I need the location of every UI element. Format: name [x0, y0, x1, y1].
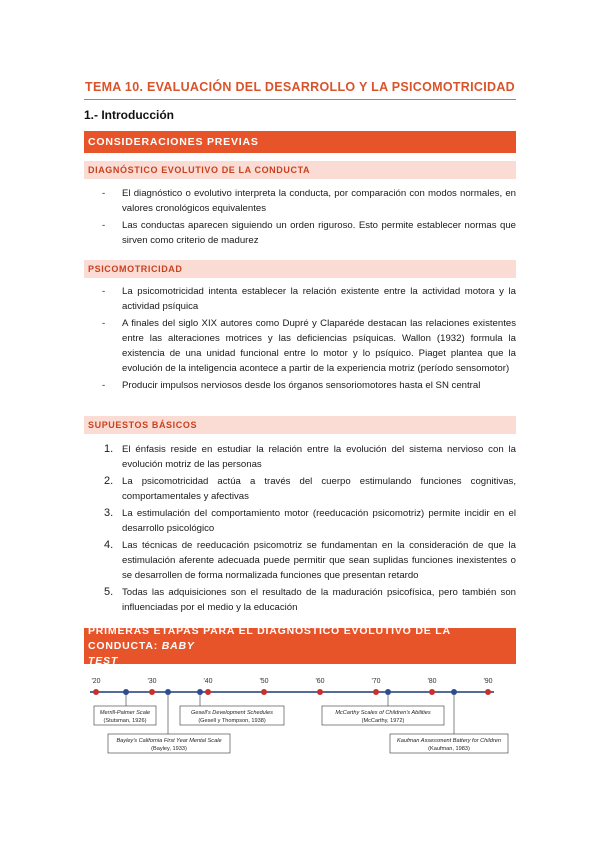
decade-marker-red	[261, 689, 267, 695]
decade-marker-red	[485, 689, 491, 695]
scale-box-mccarthy-cite: (McCarthy, 1972)	[361, 718, 405, 724]
list-item-text: A finales del siglo XIX autores como Dupré y Claparéde destacan las relaciones existentes entre las alteraciones motrices y las deficiencias psíquicas. Wallon (1932) formula la existencia de una unidad funcional entre lo motor y lo psíquico. Piaget plantea que la evolución de la inteligencia acontece a partir de la experiencia motriz (período sensomotor)	[122, 318, 516, 374]
list-item-text: La psicomotricidad intenta establecer la relación existente entre la actividad motora y la actividad psíquica	[122, 286, 516, 312]
subband-supuestos: SUPUESTOS BÁSICOS	[84, 416, 516, 434]
decade-marker-red	[93, 689, 99, 695]
number-marker: 2.	[104, 475, 114, 487]
list-item	[84, 316, 516, 376]
event-marker-blue	[385, 689, 391, 695]
list-item-text: El énfasis reside en estudiar la relación entre la evolución del sistema nervioso con la evolución motriz de las personas	[122, 444, 516, 470]
dash-marker: -	[102, 380, 106, 391]
list-item	[84, 474, 516, 504]
band-primeras-main: PRIMERAS ETAPAS PARA EL DIAGNÓSTICO EVOLUTIVO DE LA CONDUCTA:	[88, 624, 451, 652]
tick-label: '40	[203, 678, 213, 685]
list-item-text: La estimulación del comportamiento motor (reeducación psicomotriz) permite incidir en el desarrollo psicológico	[122, 508, 516, 534]
band-primeras-em2: TEST	[88, 654, 119, 667]
number-marker: 5.	[104, 586, 114, 598]
dash-marker: -	[102, 188, 106, 199]
list-item	[84, 218, 516, 248]
subband-psicomotricidad: PSICOMOTRICIDAD	[84, 260, 516, 278]
timeline-diagram	[84, 668, 516, 778]
list-item	[84, 506, 516, 536]
dash-marker: -	[102, 318, 106, 329]
band-primeras-etapas	[84, 624, 516, 667]
scale-box-mccarthy-name: McCarthy Scales of Children's Abilities	[335, 710, 431, 716]
dash-marker: -	[102, 220, 106, 231]
list-item-text: Todas las adquisiciones son el resultado de la maduración psicofísica, pero también son influenciadas por el medio y la educación	[122, 587, 516, 613]
list-item	[84, 186, 516, 216]
scale-box-bayley-cite: (Bayley, 1933)	[151, 746, 187, 752]
band-primeras-title	[88, 624, 516, 669]
number-marker: 1.	[104, 443, 114, 455]
list-psicomotricidad	[84, 284, 516, 395]
tick-label: '20	[91, 678, 101, 685]
band-primeras-em1: BABY	[161, 639, 195, 652]
list-item	[84, 538, 516, 583]
list-item-text: El diagnóstico o evolutivo interpreta la conducta, por comparación con modos normales, en valores cronológicos equivalentes	[122, 188, 516, 214]
document-title: TEMA 10. EVALUACIÓN DEL DESARROLLO Y LA PSICOMOTRICIDAD	[85, 80, 515, 94]
list-diagnostico	[84, 186, 516, 250]
decade-marker-red	[373, 689, 379, 695]
decade-marker-red	[205, 689, 211, 695]
list-supuestos	[84, 442, 516, 617]
event-marker-blue	[197, 689, 203, 695]
section-heading: 1.- Introducción	[84, 108, 174, 122]
dash-marker: -	[102, 286, 106, 297]
scale-box-bayley-name: Bayley's California First Year Mental Scale	[116, 738, 222, 744]
tick-label: '60	[315, 678, 325, 685]
list-item-text: Las técnicas de reeducación psicomotriz se fundamentan en la consideración de que la estimulación aferente adecuada puede permitir que sean suplidas funciones inexistentes o se desarrollen de forma normalizada funciones que presentan retardo	[122, 540, 516, 581]
scale-box-merrill-cite: (Stutsman, 1926)	[103, 718, 147, 724]
band-consideraciones: CONSIDERACIONES PREVIAS	[84, 131, 516, 153]
tick-label: '80	[427, 678, 437, 685]
number-marker: 3.	[104, 507, 114, 519]
subband-diagnostico: DIAGNÓSTICO EVOLUTIVO DE LA CONDUCTA	[84, 161, 516, 179]
decade-marker-red	[149, 689, 155, 695]
tick-label: '50	[259, 678, 269, 685]
list-item	[84, 284, 516, 314]
list-item-text: Producir impulsos nerviosos desde los órganos sensoriomotores hasta el SN central	[122, 380, 481, 391]
tick-label: '30	[147, 678, 157, 685]
list-item	[84, 378, 516, 393]
scale-box-merrill-name: Merrill-Palmer Scale	[99, 710, 151, 716]
event-marker-blue	[123, 689, 129, 695]
list-item-text: Las conductas aparecen siguiendo un orden riguroso. Esto permite establecer normas que sirven como criterio de madurez	[122, 220, 516, 246]
decade-marker-red	[317, 689, 323, 695]
number-marker: 4.	[104, 539, 114, 551]
event-marker-blue	[165, 689, 171, 695]
scale-box-kaufman-name: Kaufman Assessment Battery for Children	[397, 738, 501, 744]
list-item-text: La psicomotricidad actúa a través del cuerpo estimulando funciones cognitivas, comportamentales y afectivas	[122, 476, 516, 502]
scale-box-gesell-cite: (Gesell y Thompson, 1938)	[198, 718, 266, 724]
tick-label: '70	[371, 678, 381, 685]
title-rule	[84, 99, 516, 100]
scale-box-kaufman-cite: (Kaufman, 1983)	[428, 746, 470, 752]
list-item	[84, 585, 516, 615]
event-marker-blue	[451, 689, 457, 695]
decade-marker-red	[429, 689, 435, 695]
tick-label: '90	[483, 678, 493, 685]
scale-box-gesell-name: Gesell's Development Schedules	[191, 710, 273, 716]
list-item	[84, 442, 516, 472]
